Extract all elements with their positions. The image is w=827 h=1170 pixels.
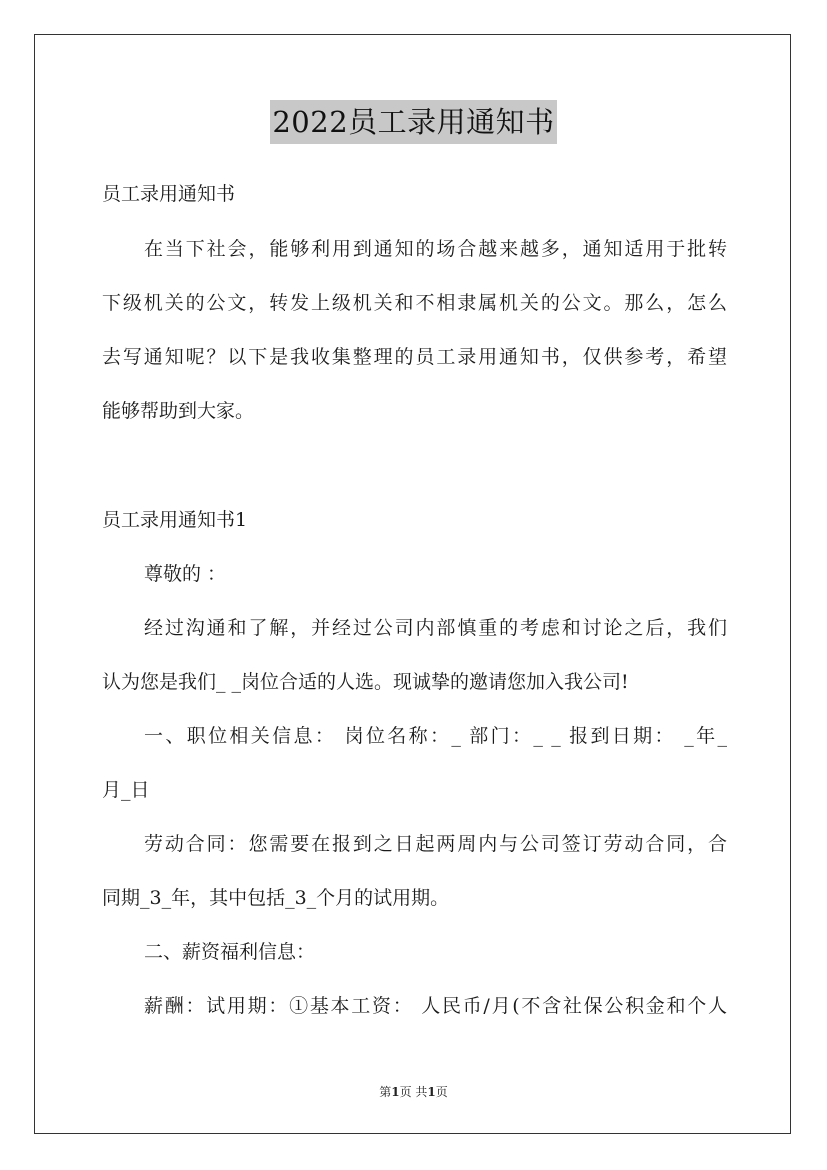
document-subtitle: 员工录用通知书 — [102, 183, 236, 205]
salutation: 尊敬的 ： — [144, 563, 227, 585]
title-container — [0, 100, 827, 144]
contract-line-2: 同期_3_年，其中包括_3_个月的试用期。 — [102, 887, 450, 909]
position-info-line-1: 一、职位相关信息： 岗位名称：_ 部门：_ _ 报到日期： _年_ — [144, 725, 727, 747]
footer-page-number: 1 — [391, 1085, 400, 1099]
footer-prefix: 第 — [379, 1085, 392, 1099]
salary-line: 薪酬：试用期：①基本工资： 人民币/月(不含社保公积金和个人 — [144, 995, 727, 1017]
section-heading: 员工录用通知书1 — [102, 509, 248, 531]
intro-line-2: 下级机关的公文，转发上级机关和不相隶属机关的公文。那么，怎么 — [102, 292, 727, 314]
document-title: 2022员工录用通知书 — [270, 100, 556, 144]
intro-line-4: 能够帮助到大家。 — [102, 400, 255, 422]
position-info-line-2: 月_日 — [102, 779, 150, 801]
benefits-heading: 二、薪资福利信息： — [144, 941, 316, 963]
paragraph-1-line-2: 认为您是我们_ _岗位合适的人选。现诚挚的邀请您加入我公司! — [102, 671, 629, 693]
footer-total-pages: 1 — [427, 1085, 436, 1099]
footer-suffix: 页 — [435, 1085, 448, 1099]
intro-line-3: 去写通知呢？以下是我收集整理的员工录用通知书，仅供参考，希望 — [102, 346, 727, 368]
contract-line-1: 劳动合同：您需要在报到之日起两周内与公司签订劳动合同，合 — [144, 833, 727, 855]
page-footer — [0, 1084, 827, 1100]
intro-line-1: 在当下社会，能够利用到通知的场合越来越多，通知适用于批转 — [144, 238, 727, 260]
paragraph-1-line-1: 经过沟通和了解，并经过公司内部慎重的考虑和讨论之后，我们 — [144, 617, 727, 639]
footer-middle: 页 共 — [399, 1085, 428, 1099]
